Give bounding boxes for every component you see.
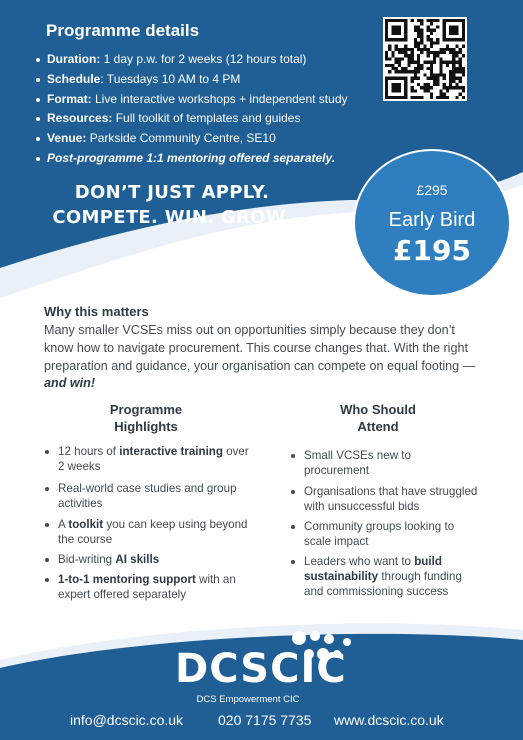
price-badge <box>353 149 511 297</box>
list-item: A toolkit you can keep using beyond the course <box>45 517 255 547</box>
logo-subtitle: DCS Empowerment CIC <box>196 694 300 705</box>
slogan-line-2: COMPETE. WIN. GROW. <box>52 207 292 228</box>
price-early-bird-label: Early Bird <box>388 209 476 231</box>
programme-details-list <box>36 50 381 169</box>
list-item: Organisations that have struggled with unsuccessful bids <box>291 484 496 514</box>
list-item: Small VCSEs new to procurement <box>291 448 446 478</box>
slogan-line-1: DON’T JUST APPLY. <box>74 182 270 203</box>
detail-mentoring-note: Post-programme 1:1 mentoring offered separately. <box>36 149 381 169</box>
detail-schedule: Schedule: Tuesdays 10 AM to 4 PM <box>36 70 381 90</box>
list-item: Real-world case studies and group activities <box>45 481 250 511</box>
list-item: 12 hours of interactive training over 2 weeks <box>45 444 255 474</box>
price-original: £295 <box>416 182 448 198</box>
logo-text: DCSCIC <box>175 646 347 692</box>
footer <box>0 712 523 734</box>
footer-email-link[interactable]: info@dcscic.co.uk <box>70 712 184 728</box>
highlights-heading: Programme Highlights <box>109 402 183 434</box>
footer-website-link[interactable]: www.dcscic.co.uk <box>334 712 444 728</box>
why-heading: Why this matters <box>44 304 149 319</box>
list-item: 1-to-1 mentoring support with an expert offered separately <box>45 572 260 602</box>
why-body: Many smaller VCSEs miss out on opportunities simply because they don’t know how to navigate procurement. This course changes that. With the right preparation and guidance, your organisation can compete on equal footing — and win! <box>44 323 476 391</box>
list-item: Community groups looking to scale impact <box>291 519 466 549</box>
list-item: Leaders who want to build sustainability through funding and commissioning success <box>291 554 466 599</box>
detail-duration: Duration: 1 day p.w. for 2 weeks (12 hours total) <box>36 50 381 70</box>
detail-venue: Venue: Parkside Community Centre, SE10 <box>36 129 381 149</box>
list-item: Bid-writing AI skills <box>45 552 255 567</box>
dcscic-logo <box>171 628 361 703</box>
slogan <box>42 180 302 230</box>
attend-heading: Who Should Attend <box>340 402 416 434</box>
programme-details-title: Programme details <box>46 21 200 40</box>
footer-phone[interactable]: 020 7175 7735 <box>218 712 312 728</box>
detail-resources: Resources: Full toolkit of templates and guides <box>36 109 381 129</box>
price-early-bird: £195 <box>393 234 471 267</box>
qr-code-icon[interactable] <box>383 17 467 101</box>
detail-format: Format: Live interactive workshops + independent study <box>36 90 381 110</box>
